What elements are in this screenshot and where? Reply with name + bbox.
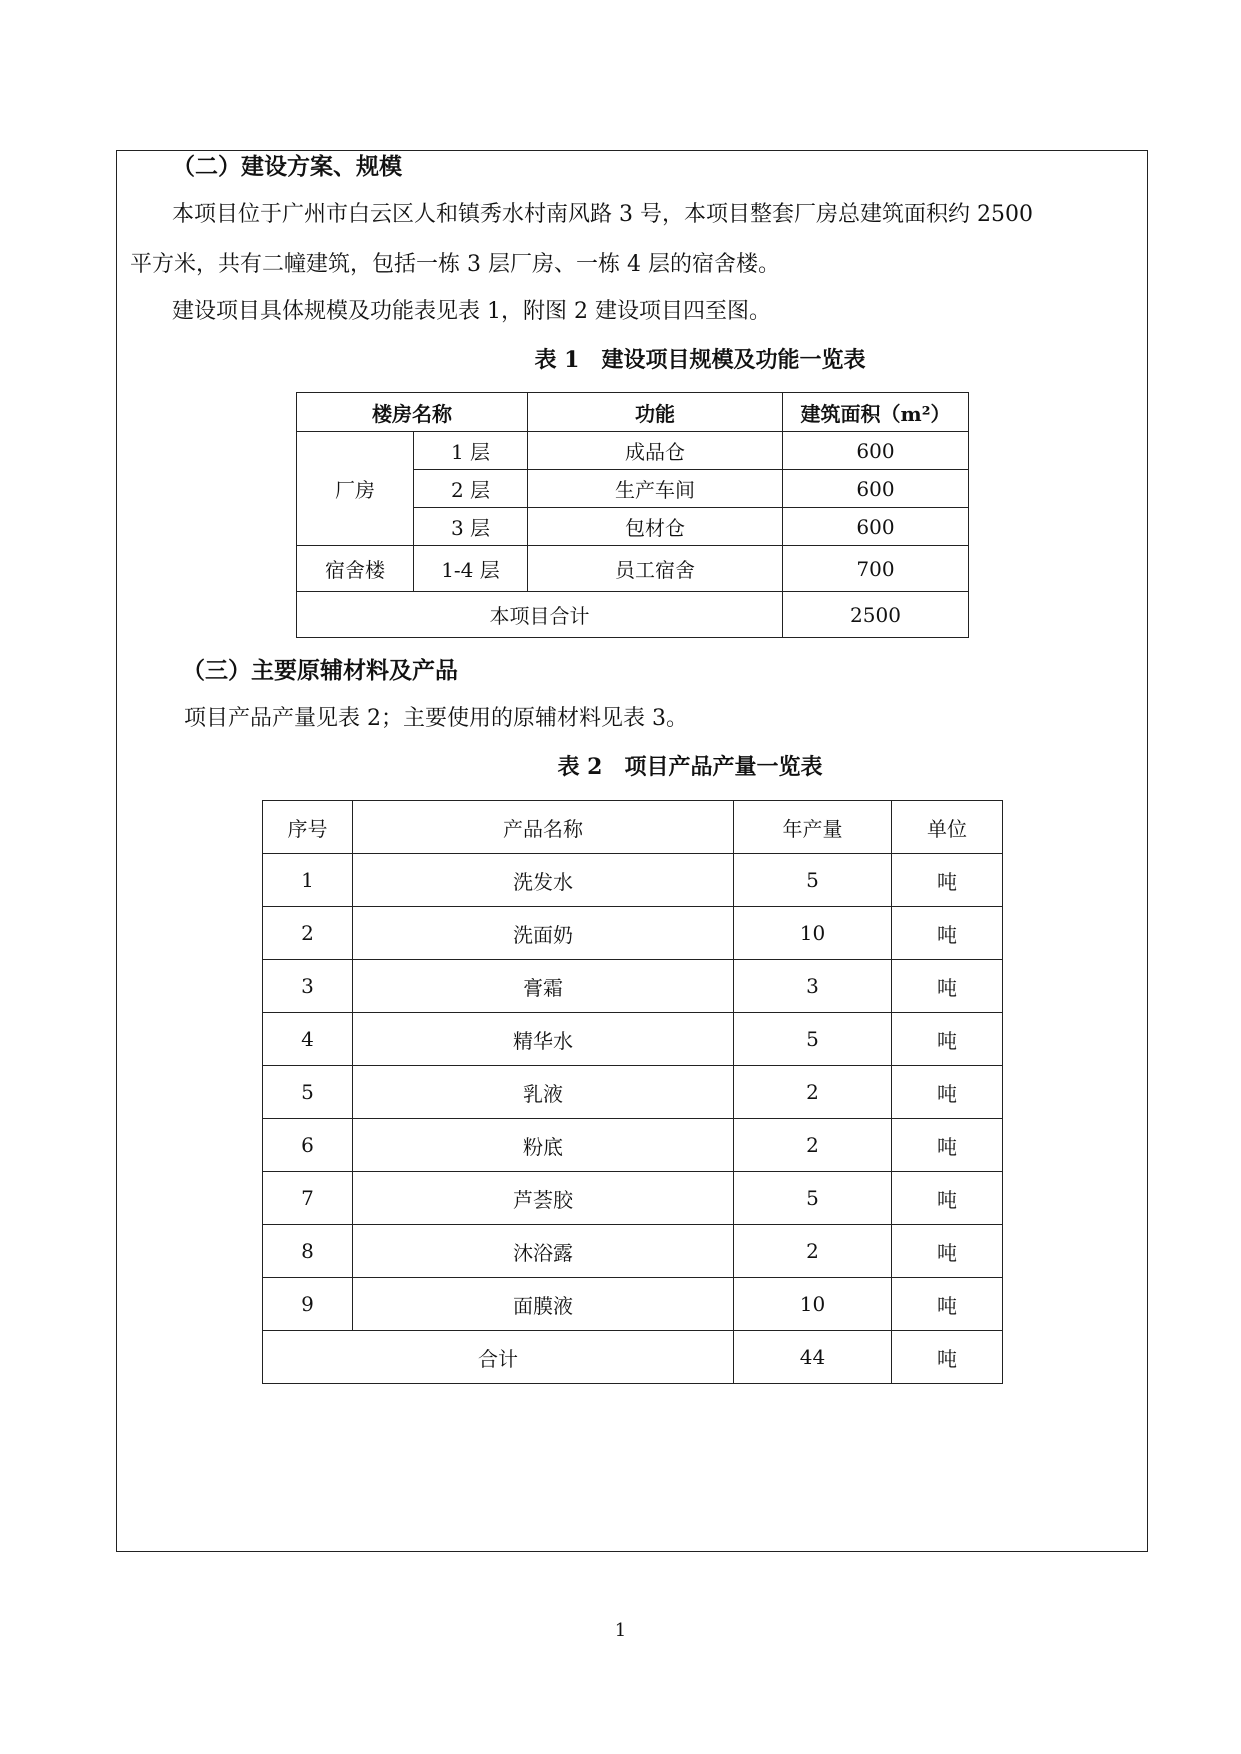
table1-function: 员工宿舍 [528,546,783,592]
table2-no: 1 [263,854,353,907]
table1-floor: 1 层 [414,432,528,470]
table2-unit: 吨 [892,1013,1003,1066]
table2-name: 粉底 [353,1119,734,1172]
table-row [263,854,1003,907]
table1-building-dormitory: 宿舍楼 [297,546,414,592]
table2-name: 乳液 [353,1066,734,1119]
table1-function: 包材仓 [528,508,783,546]
table-row [263,1119,1003,1172]
table-row [263,907,1003,960]
table2-unit: 吨 [892,1225,1003,1278]
table1-area: 600 [783,508,969,546]
table1-area: 600 [783,470,969,508]
page-number: 1 [614,1620,627,1641]
table2-unit: 吨 [892,854,1003,907]
table1-function: 成品仓 [528,432,783,470]
table2-no: 7 [263,1172,353,1225]
table2-unit: 吨 [892,960,1003,1013]
paragraph-product-reference: 项目产品产量见表 2；主要使用的原辅材料见表 3。 [184,706,688,731]
table1-area: 600 [783,432,969,470]
table2-total-row [263,1331,1003,1384]
table2-qty: 5 [734,1172,892,1225]
table-row [263,1066,1003,1119]
table2-header-qty: 年产量 [734,801,892,854]
table2-qty: 2 [734,1225,892,1278]
section-heading-materials: （三）主要原辅材料及产品 [182,657,458,684]
table1-area: 700 [783,546,969,592]
table2-no: 6 [263,1119,353,1172]
table1-total-row [297,592,969,638]
table1-header-row [297,393,969,432]
table2-no: 2 [263,907,353,960]
table1-floor: 3 层 [414,508,528,546]
table2-qty: 2 [734,1066,892,1119]
table2-name: 洗发水 [353,854,734,907]
table-row [297,546,969,592]
table2-qty: 3 [734,960,892,1013]
paragraph-location-line1: 本项目位于广州市白云区人和镇秀水村南风路 3 号，本项目整套厂房总建筑面积约 2500 [172,202,1033,227]
table2-no: 4 [263,1013,353,1066]
table2-qty: 10 [734,907,892,960]
section-heading-construction: （二）建设方案、规模 [172,153,402,180]
table2-qty: 5 [734,1013,892,1066]
table1-caption: 表 1 建设项目规模及功能一览表 [534,347,866,373]
table2-total-qty: 44 [734,1331,892,1384]
table2-total-unit: 吨 [892,1331,1003,1384]
table1-header-building: 楼房名称 [297,393,528,432]
table2-no: 3 [263,960,353,1013]
table2-qty: 10 [734,1278,892,1331]
table2-header-row [263,801,1003,854]
table-product-output [262,800,1003,1384]
table-row [263,1013,1003,1066]
table-row [263,1172,1003,1225]
table-row [263,1278,1003,1331]
table-row [297,432,969,470]
table2-name: 芦荟胶 [353,1172,734,1225]
paragraph-location-line2: 平方米，共有二幢建筑，包括一栋 3 层厂房、一栋 4 层的宿舍楼。 [130,252,780,277]
table2-no: 5 [263,1066,353,1119]
table2-name: 沐浴露 [353,1225,734,1278]
table1-building-factory: 厂房 [297,432,414,546]
table2-unit: 吨 [892,907,1003,960]
table2-name: 膏霜 [353,960,734,1013]
table2-header-name: 产品名称 [353,801,734,854]
table-row [263,1225,1003,1278]
table2-unit: 吨 [892,1119,1003,1172]
table1-function: 生产车间 [528,470,783,508]
table1-total-label: 本项目合计 [297,592,783,638]
paragraph-table-reference: 建设项目具体规模及功能表见表 1，附图 2 建设项目四至图。 [172,299,771,324]
table2-unit: 吨 [892,1172,1003,1225]
table1-total-area: 2500 [783,592,969,638]
table2-header-unit: 单位 [892,801,1003,854]
table2-total-label: 合计 [263,1331,734,1384]
table2-name: 精华水 [353,1013,734,1066]
table2-unit: 吨 [892,1066,1003,1119]
table2-header-no: 序号 [263,801,353,854]
table1-header-function: 功能 [528,393,783,432]
table2-name: 面膜液 [353,1278,734,1331]
table2-no: 8 [263,1225,353,1278]
table2-caption: 表 2 项目产品产量一览表 [557,754,823,780]
table2-name: 洗面奶 [353,907,734,960]
table2-unit: 吨 [892,1278,1003,1331]
table1-floor: 2 层 [414,470,528,508]
table2-qty: 5 [734,854,892,907]
table1-floor: 1-4 层 [414,546,528,592]
table2-qty: 2 [734,1119,892,1172]
table-row [263,960,1003,1013]
table2-no: 9 [263,1278,353,1331]
table-building-scale [296,392,969,638]
table1-header-area: 建筑面积（m²） [783,393,969,432]
